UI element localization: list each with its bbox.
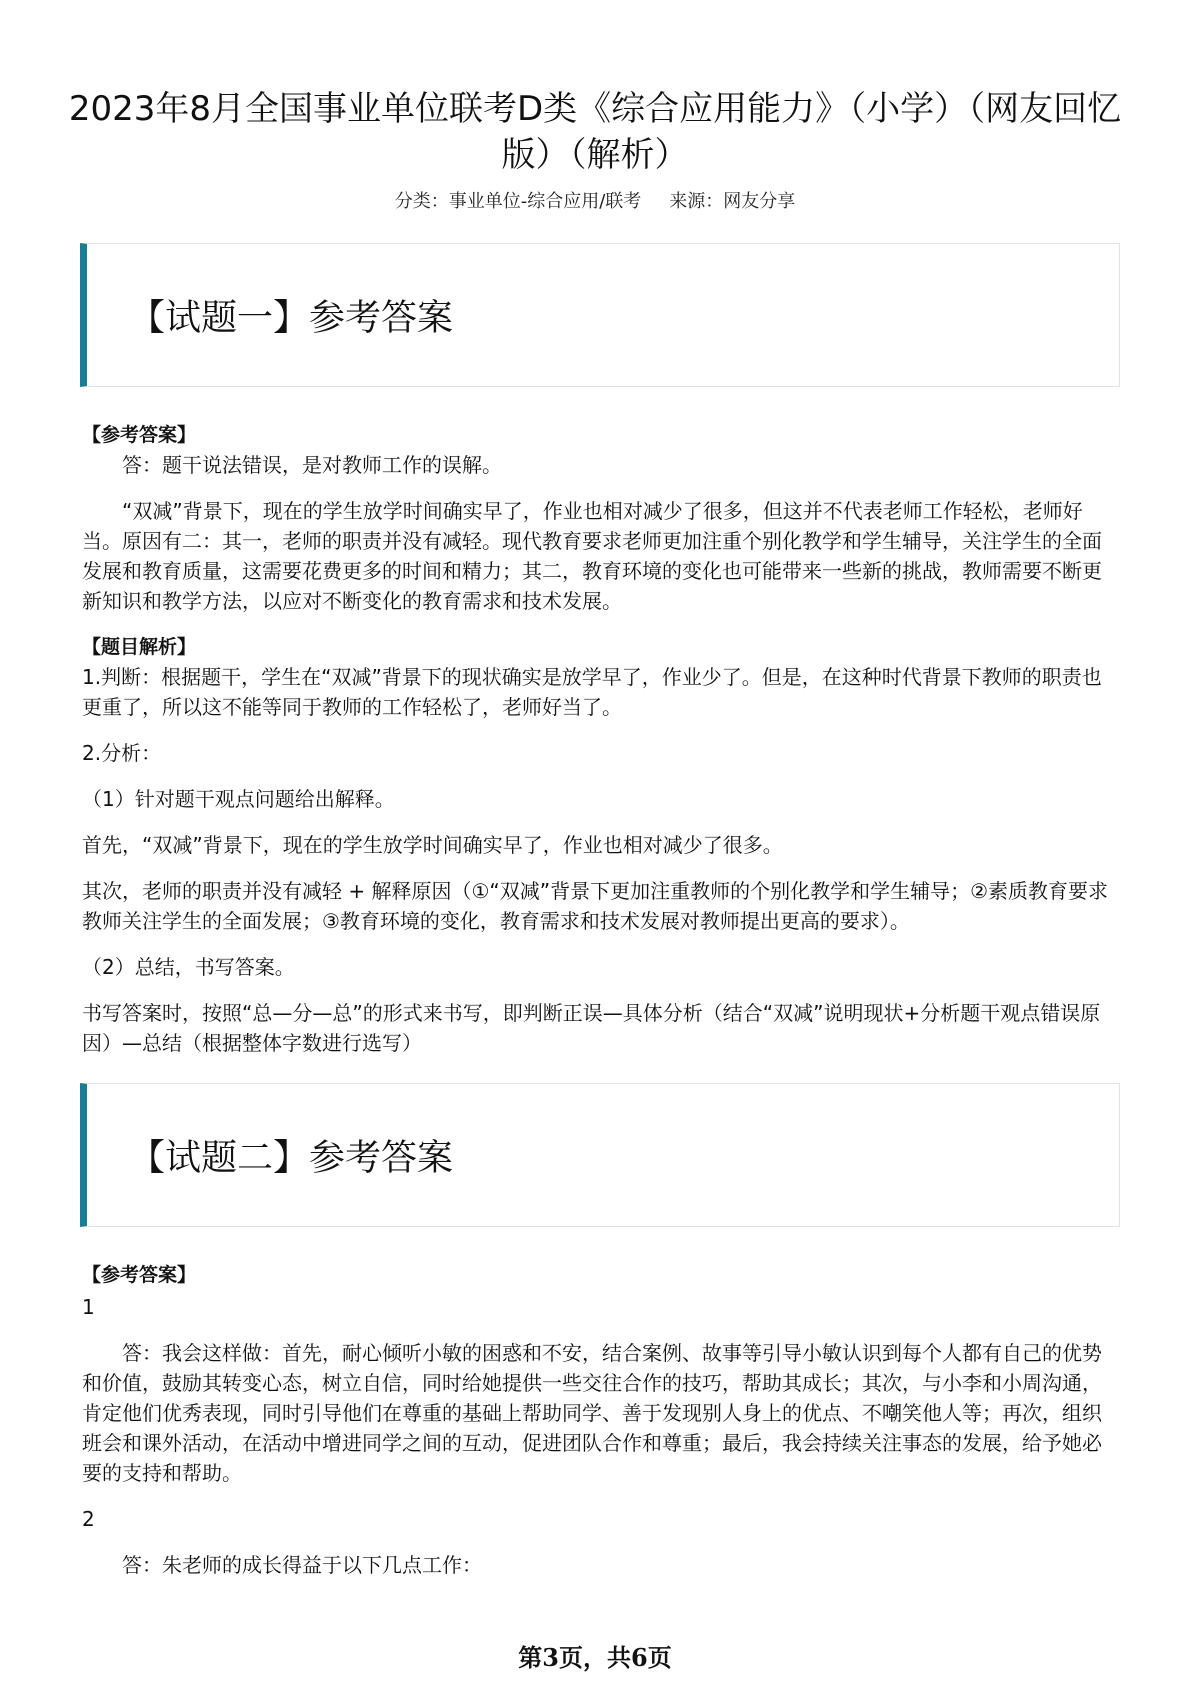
category-text: 分类：事业单位-综合应用/联考 xyxy=(394,191,642,212)
page-footer: 第3页，共6页 xyxy=(518,1643,672,1672)
analysis-paragraph: （2）总结，书写答案。 xyxy=(82,955,295,979)
question-number: 2 xyxy=(82,1507,95,1531)
section-2-heading: 【试题二】参考答案 xyxy=(129,1137,454,1179)
section-2-answer xyxy=(82,1260,1116,1580)
document-meta xyxy=(0,187,1190,213)
question-number: 1 xyxy=(82,1295,95,1319)
section-1-header xyxy=(80,243,1120,387)
answer-paragraph: “双减”背景下，现在的学生放学时间确实早了，作业也相对减少了很多，但这并不代表老师工作轻松，老师好当。原因有二：其一，老师的职责并没有减轻。现代教育要求老师更加注重个别化教学和学生辅导，关注学生的全面发展和教育质量，这需要花费更多的时间和精力；其二，教育环境的变化也可能带来一些新的挑战，教师需要不断更新知识和教学方法，以应对不断变化的教育需求和技术发展。 xyxy=(82,499,1102,613)
section-1-analysis xyxy=(82,632,1116,1058)
answer-label: 【参考答案】 xyxy=(82,424,197,446)
analysis-paragraph: 1.判断：根据题干，学生在“双减”背景下的现状确实是放学早了，作业少了。但是，在这种时代背景下教师的职责也更重了，所以这不能等同于教师的工作轻松了，老师好当了。 xyxy=(82,665,1102,719)
analysis-paragraph: （1）针对题干观点问题给出解释。 xyxy=(82,787,395,811)
analysis-paragraph: 书写答案时，按照“总—分—总”的形式来书写，即判断正误—具体分析（结合“双减”说明现状+分析题干观点错误原因）—总结（根据整体字数进行选写） xyxy=(82,1001,1101,1055)
section-1-answer xyxy=(82,420,1116,616)
answer-label: 【参考答案】 xyxy=(82,1264,197,1286)
answer-paragraph: 答：我会这样做：首先，耐心倾听小敏的困惑和不安，结合案例、故事等引导小敏认识到每个人都有自己的优势和价值，鼓励其转变心态，树立自信，同时给她提供一些交往合作的技巧，帮助其成长；其次，与小李和小周沟通，肯定他们优秀表现，同时引导他们在尊重的基础上帮助同学、善于发现别人身上的优点、不嘲笑他人等；再次，组织班会和课外活动，在活动中增进同学之间的互动，促进团队合作和尊重；最后，我会持续关注事态的发展，给予她必要的支持和帮助。 xyxy=(82,1341,1102,1485)
analysis-paragraph: 其次，老师的职责并没有减轻 + 解释原因（①“双减”背景下更加注重教师的个别化教学和学生辅导；②素质教育要求教师关注学生的全面发展；③教育环境的变化，教育需求和技术发展对教师提出更高的要求）。 xyxy=(82,879,1109,933)
answer-paragraph: 答：题干说法错误，是对教师工作的误解。 xyxy=(122,453,502,477)
analysis-paragraph: 首先，“双减”背景下，现在的学生放学时间确实早了，作业也相对减少了很多。 xyxy=(82,833,783,857)
analysis-label: 【题目解析】 xyxy=(82,636,197,658)
section-2-header xyxy=(80,1083,1120,1227)
analysis-paragraph: 2.分析： xyxy=(82,741,162,765)
section-1-heading: 【试题一】参考答案 xyxy=(129,297,454,339)
source-text: 来源：网友分享 xyxy=(669,191,796,212)
document-title: 2023年8月全国事业单位联考D类《综合应用能力》（小学）（网友回忆版）（解析） xyxy=(68,89,1122,175)
answer-paragraph: 答：朱老师的成长得益于以下几点工作： xyxy=(122,1553,482,1577)
